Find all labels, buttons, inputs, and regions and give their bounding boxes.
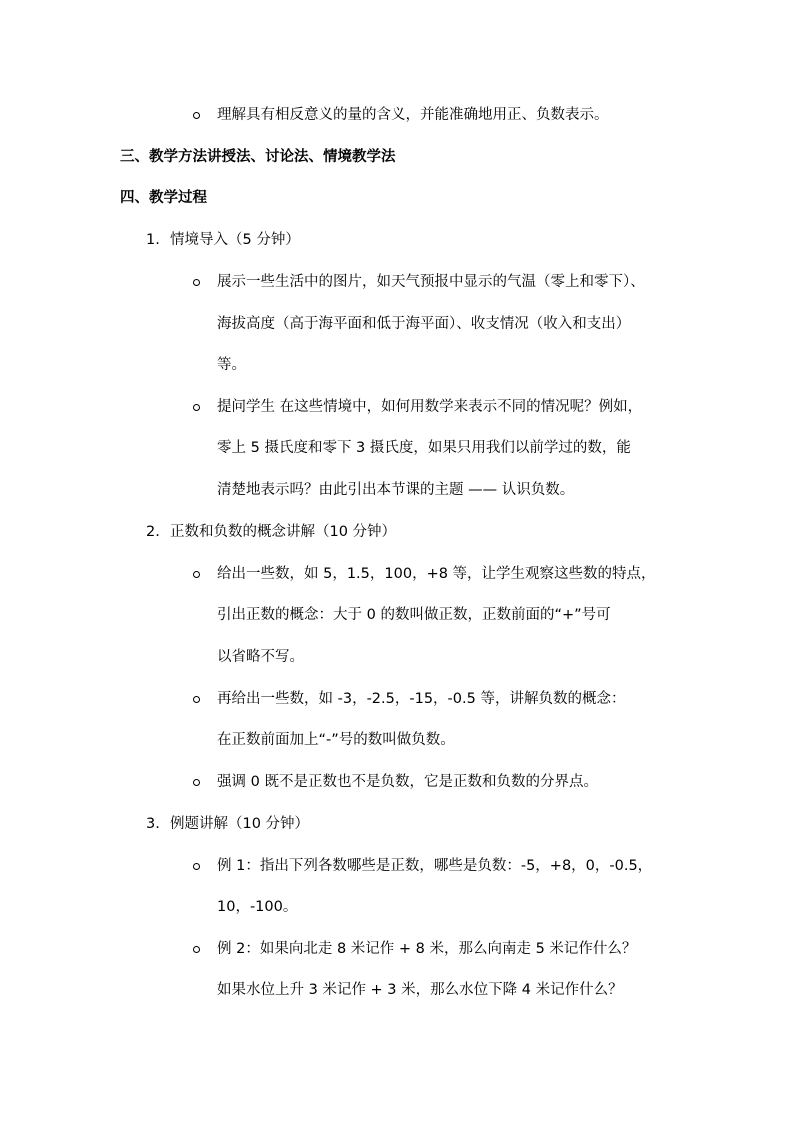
bullet-circle-icon xyxy=(193,112,200,119)
intro-bullet-text: 理解具有相反意义的量的含义，并能准确地用正、负数表示。 xyxy=(217,107,609,123)
step-number: 2. xyxy=(146,524,160,540)
bullet-line: 在正数前面加上“-”号的数叫做负数。 xyxy=(217,732,455,748)
step-number: 3. xyxy=(146,816,160,832)
step-title: 正数和负数的概念讲解（10 分钟） xyxy=(170,524,397,540)
bullet-line: 例 1：指出下列各数哪些是正数，哪些是负数：-5，+8，0，-0.5， xyxy=(217,858,653,874)
bullet-line: 零上 5 摄氏度和零下 3 摄氏度，如果只用我们以前学过的数，能 xyxy=(217,440,631,456)
bullet-circle-icon xyxy=(193,404,200,411)
bullet-circle-icon xyxy=(193,696,200,703)
bullet-line: 海拔高度（高于海平面和低于海平面）、收支情况（收入和支出） xyxy=(217,316,631,332)
bullet-line: 再给出一些数，如 -3，-2.5，-15，-0.5 等，讲解负数的概念： xyxy=(217,691,626,707)
step-title: 例题讲解（10 分钟） xyxy=(170,816,310,832)
bullet-line: 10，-100。 xyxy=(217,899,298,915)
bullet-line: 清楚地表示吗？由此引出本节课的主题 —— 认识负数。 xyxy=(217,482,575,498)
section-4-heading: 四、教学过程 xyxy=(120,190,207,206)
step-title: 情境导入（5 分钟） xyxy=(170,232,300,248)
bullet-circle-icon xyxy=(193,946,200,953)
bullet-line: 以省略不写。 xyxy=(217,649,304,665)
bullet-line: 例 2：如果向北走 8 米记作 + 8 米，那么向南走 5 米记作什么？ xyxy=(217,941,637,957)
bullet-line: 强调 0 既不是正数也不是负数，它是正数和负数的分界点。 xyxy=(217,774,598,790)
section-3-heading: 三、教学方法讲授法、讨论法、情境教学法 xyxy=(120,149,396,165)
bullet-line: 如果水位上升 3 米记作 + 3 米，那么水位下降 4 米记作什么？ xyxy=(217,982,623,998)
bullet-circle-icon xyxy=(193,279,200,286)
bullet-circle-icon xyxy=(193,571,200,578)
bullet-line: 展示一些生活中的图片，如天气预报中显示的气温（零上和零下）、 xyxy=(217,274,645,290)
bullet-line: 等。 xyxy=(217,357,246,373)
bullet-circle-icon xyxy=(193,863,200,870)
step-number: 1. xyxy=(146,232,160,248)
bullet-circle-icon xyxy=(193,779,200,786)
bullet-line: 给出一些数，如 5，1.5，100，+8 等，让学生观察这些数的特点， xyxy=(217,566,656,582)
bullet-line: 引出正数的概念：大于 0 的数叫做正数，正数前面的“+”号可 xyxy=(217,607,611,623)
bullet-line: 提问学生 在这些情境中，如何用数学来表示不同的情况呢？例如， xyxy=(217,399,643,415)
